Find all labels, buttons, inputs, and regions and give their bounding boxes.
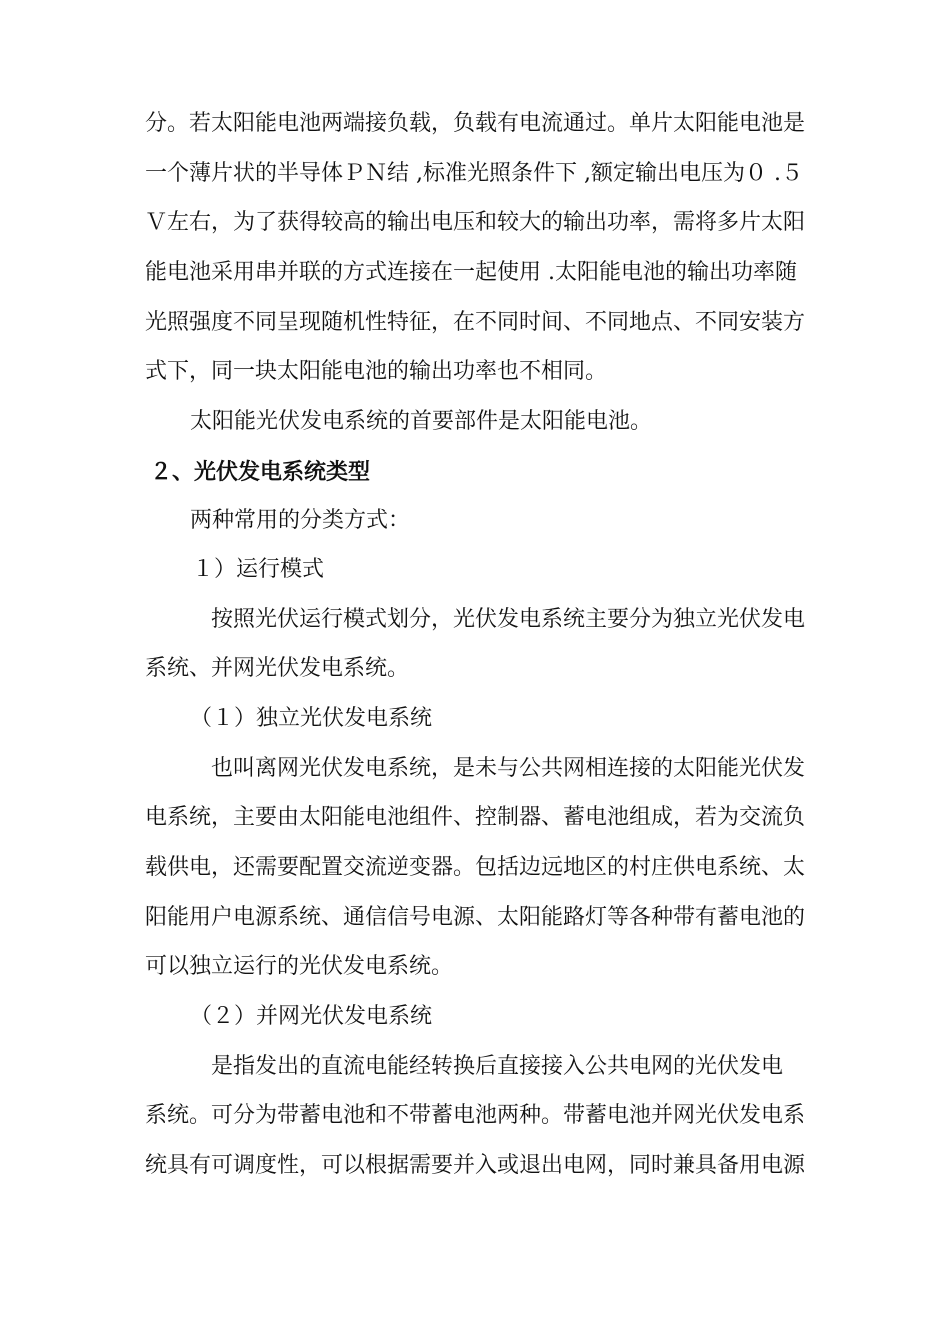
paragraph-line: 也叫离网光伏发电系统，是未与公共网相连接的太阳能光伏发 bbox=[211, 756, 806, 781]
paragraph-line: 是指发出的直流电能经转换后直接接入公共电网的光伏发电 bbox=[211, 1054, 784, 1079]
paragraph-line: Ｖ左右，为了获得较高的输出电压和较大的输出功率，需将多片太阳 bbox=[145, 210, 806, 235]
paragraph-line: 电系统，主要由太阳能电池组件、控制器、蓄电池组成，若为交流负 bbox=[145, 805, 806, 830]
paragraph-line: 光照强度不同呈现随机性特征，在不同时间、不同地点、不同安装方 bbox=[145, 310, 806, 335]
section-heading: ２、光伏发电系统类型 bbox=[150, 460, 371, 485]
subsection-heading: （２）并网光伏发电系统 bbox=[190, 1004, 433, 1029]
paragraph-line: 分。若太阳能电池两端接负载，负载有电流通过。单片太阳能电池是 bbox=[145, 111, 806, 136]
paragraph-line: 能电池采用串并联的方式连接在一起使用 .太阳能电池的输出功率随 bbox=[145, 260, 797, 285]
paragraph-line: 载供电，还需要配置交流逆变器。包括边远地区的村庄供电系统、太 bbox=[145, 855, 806, 880]
paragraph-line: 按照光伏运行模式划分，光伏发电系统主要分为独立光伏发电 bbox=[211, 607, 806, 632]
subsection-heading: １）运行模式 bbox=[192, 557, 325, 582]
paragraph-line: 两种常用的分类方式： bbox=[190, 508, 411, 533]
paragraph-line: 系统。可分为带蓄电池和不带蓄电池两种。带蓄电池并网光伏发电系 bbox=[145, 1103, 806, 1128]
paragraph-line: 阳能用户电源系统、通信信号电源、太阳能路灯等各种带有蓄电池的 bbox=[145, 905, 806, 930]
subsection-heading: （１）独立光伏发电系统 bbox=[190, 706, 433, 731]
paragraph-line: 太阳能光伏发电系统的首要部件是太阳能电池。 bbox=[190, 409, 653, 434]
paragraph-line: 可以独立运行的光伏发电系统。 bbox=[145, 954, 454, 979]
paragraph-line: 一个薄片状的半导体ＰＮ结 ,标准光照条件下 ,额定输出电压为０ .５ bbox=[145, 161, 803, 186]
paragraph-line: 统具有可调度性，可以根据需要并入或退出电网，同时兼具备用电源 bbox=[145, 1153, 806, 1178]
paragraph-line: 系统、并网光伏发电系统。 bbox=[145, 656, 410, 681]
paragraph-line: 式下，同一块太阳能电池的输出功率也不相同。 bbox=[145, 359, 608, 384]
